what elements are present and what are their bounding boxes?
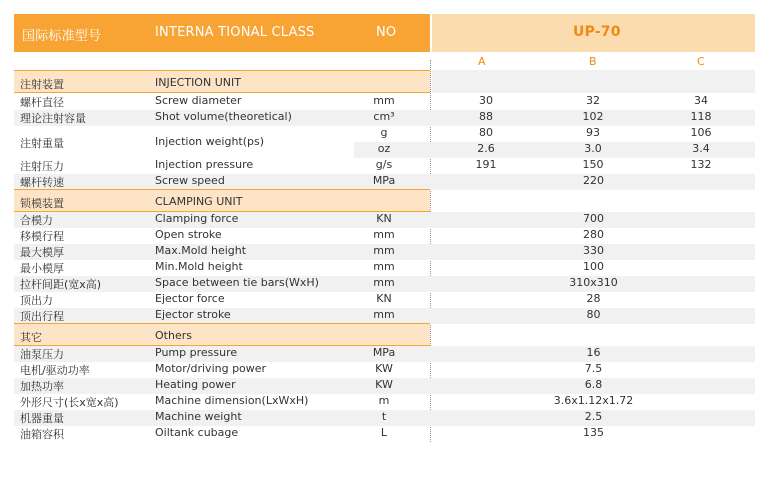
row-cn: 注射压力 (20, 160, 64, 173)
row-value-a: 2.6 (477, 142, 495, 155)
row-en: Heating power (155, 378, 236, 391)
row-value: 135 (583, 426, 604, 439)
table-row (14, 346, 755, 362)
row-value-b: 32 (586, 94, 600, 107)
row-unit: KN (376, 292, 392, 305)
row-value-b: 102 (582, 110, 604, 123)
row-en: Machine dimension(LxWxH) (155, 394, 309, 407)
row-unit: MPa (372, 346, 396, 359)
row-cn: 合模力 (20, 214, 53, 227)
row-unit: t (381, 410, 387, 423)
row-en: Pump pressure (155, 346, 238, 359)
section-en: INJECTION UNIT (155, 76, 241, 89)
row-unit: oz (377, 142, 391, 155)
table-row (14, 394, 755, 410)
header-en: INTERNA TIONAL CLASS (155, 25, 315, 40)
row-value-b: 150 (582, 158, 604, 171)
row-unit: MPa (372, 174, 396, 187)
row-value-c: 34 (694, 94, 708, 107)
row-value: 310x310 (569, 276, 618, 289)
row-value: 80 (586, 308, 601, 321)
section-cn: 其它 (20, 331, 42, 344)
section-cn: 注射装置 (20, 78, 64, 91)
header-bar (14, 14, 430, 52)
row-value-a: 30 (479, 94, 493, 107)
row-value-c: 132 (690, 158, 712, 171)
row-en: Oiltank cubage (155, 426, 239, 439)
row-en: Machine weight (155, 410, 242, 423)
row-value: 6.8 (584, 378, 603, 391)
section-en: CLAMPING UNIT (155, 195, 243, 208)
row-unit: mm (373, 276, 395, 289)
row-en: Screw diameter (155, 94, 242, 107)
row-en: Shot volume(theoretical) (155, 110, 292, 123)
table-row (14, 110, 755, 126)
table-row (14, 174, 755, 190)
model-header (432, 14, 755, 52)
row-en: Clamping force (155, 212, 239, 225)
row-cn: 油箱容积 (20, 428, 64, 441)
row-cn: 顶出行程 (20, 310, 64, 323)
column-a-header: A (478, 55, 486, 68)
table-row (14, 260, 755, 276)
table-row (14, 276, 755, 292)
row-value: 28 (586, 292, 601, 305)
row-value-b: 93 (586, 126, 600, 139)
section-cn: 锁模装置 (20, 197, 64, 210)
row-value-a: 80 (479, 126, 493, 139)
row-value: 3.6x1.12x1.72 (553, 394, 634, 407)
row-en: Ejector stroke (155, 308, 231, 321)
section-clamping (14, 189, 430, 212)
column-b-header: B (589, 55, 597, 68)
table-row (14, 94, 755, 110)
row-en: Motor/driving power (155, 362, 267, 375)
row-unit: L (380, 426, 388, 439)
row-cn: 注射重量 (20, 137, 64, 150)
row-cn: 顶出力 (20, 294, 53, 307)
table-row (14, 426, 755, 442)
row-en: Injection weight(ps) (155, 135, 265, 148)
header-cn: 国际标准型号 (22, 29, 102, 44)
table-row (14, 228, 755, 244)
row-en: Screw speed (155, 174, 225, 187)
row-en: Injection pressure (155, 158, 254, 171)
row-value-a: 88 (479, 110, 493, 123)
table-row (14, 292, 755, 308)
row-value: 16 (586, 346, 601, 359)
row-unit: KN (376, 212, 392, 225)
row-value-c: 106 (690, 126, 712, 139)
table-row (14, 308, 755, 324)
row-unit: m (378, 394, 390, 407)
row-unit: mm (373, 260, 395, 273)
row-value-c: 118 (690, 110, 712, 123)
row-unit: KW (375, 378, 393, 391)
section-en: Others (155, 329, 192, 342)
row-value: 220 (583, 174, 604, 187)
row-cn: 移模行程 (20, 230, 64, 243)
row-value-c: 3.4 (692, 142, 710, 155)
row-cn: 螺杆直径 (20, 96, 64, 109)
row-unit: KW (375, 362, 393, 375)
row-unit: mm (373, 308, 395, 321)
header-no: NO (376, 25, 397, 40)
section-fill (432, 70, 755, 93)
row-cn: 螺杆转速 (20, 176, 64, 189)
row-unit: mm (373, 244, 395, 257)
table-row (14, 378, 755, 394)
row-en: Space between tie bars(WxH) (155, 276, 319, 289)
row-value: 2.5 (584, 410, 603, 423)
row-unit: cm³ (373, 110, 395, 123)
section-injection (14, 70, 430, 93)
table-row (14, 410, 755, 426)
row-cn: 外形尺寸(长x宽x高) (20, 396, 119, 409)
row-en: Min.Mold height (155, 260, 243, 273)
column-c-header: C (697, 55, 705, 68)
row-cn: 加热功率 (20, 380, 64, 393)
row-unit: mm (373, 94, 395, 107)
section-others (14, 323, 430, 346)
table-row (14, 212, 755, 228)
row-cn: 拉杆间距(宽x高) (20, 278, 102, 291)
table-row (354, 142, 755, 158)
row-en: Ejector force (155, 292, 225, 305)
row-cn: 油泵压力 (20, 348, 64, 361)
row-value: 7.5 (584, 362, 603, 375)
row-value: 330 (583, 244, 604, 257)
table-row (14, 362, 755, 378)
row-cn: 最小模厚 (20, 262, 64, 275)
row-unit: g/s (375, 158, 393, 171)
row-value: 280 (583, 228, 604, 241)
row-value: 700 (583, 212, 604, 225)
table-row (14, 158, 755, 174)
row-cn: 最大模厚 (20, 246, 64, 259)
row-value: 100 (583, 260, 604, 273)
row-cn: 理论注射容量 (20, 112, 86, 125)
row-value-a: 191 (475, 158, 497, 171)
table-row (14, 244, 755, 260)
row-unit: g (380, 126, 388, 139)
row-en: Open stroke (155, 228, 222, 241)
row-unit: mm (373, 228, 395, 241)
row-en: Max.Mold height (155, 244, 247, 257)
row-value-b: 3.0 (584, 142, 602, 155)
row-cn: 电机/驱动功率 (20, 364, 90, 377)
model-name: UP-70 (573, 24, 621, 40)
row-cn: 机器重量 (20, 412, 64, 425)
